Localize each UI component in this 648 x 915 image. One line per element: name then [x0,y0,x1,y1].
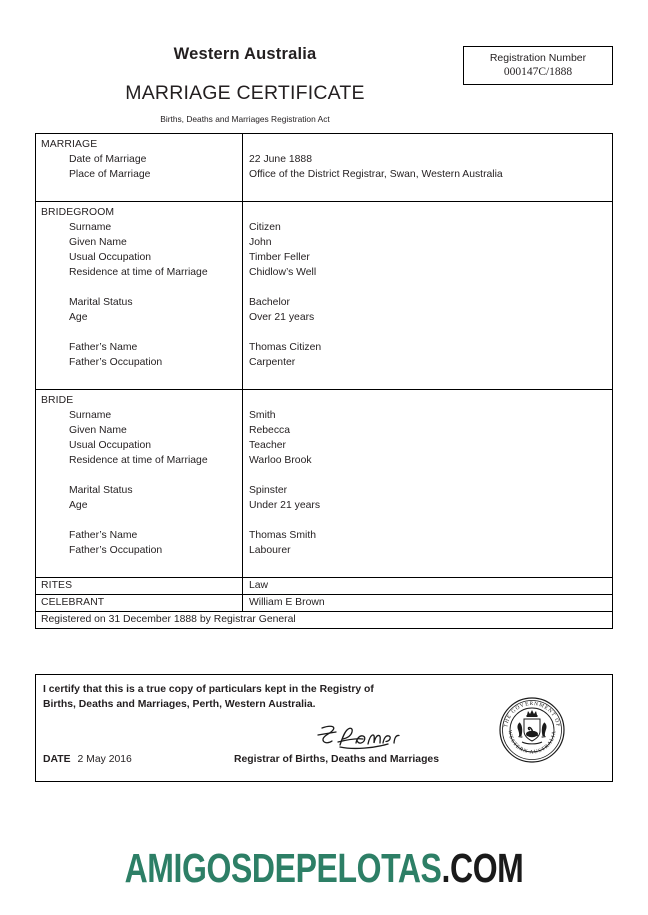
row-label: Father’s Name [69,342,138,353]
certification-line-1: I certify that this is a true copy of particulars kept in the Registry of [43,684,374,695]
celebrant-label: CELEBRANT [41,597,105,608]
site-watermark [71,845,576,891]
row-value: Spinster [249,485,288,496]
rites-label: RITES [41,580,73,591]
table-row [36,265,612,280]
row-label: Given Name [69,237,127,248]
table-row [36,528,612,543]
watermark-main-text: AMIGOSDEPELOTAS [124,845,442,891]
spacer-row [36,280,612,295]
table-row [36,295,612,310]
section-bridegroom-heading: BRIDEGROOM [41,207,115,218]
row-value: Bachelor [249,297,291,308]
registrar-title: Registrar of Births, Deaths and Marriages [234,754,439,765]
table-row [36,438,612,453]
page-title: MARRIAGE CERTIFICATE [125,82,365,104]
rites-value: Law [249,580,269,591]
row-label: Place of Marriage [69,169,151,180]
spacer-row [36,370,612,385]
date-label: DATE [43,754,71,765]
spacer-row [36,325,612,340]
row-value: Carpenter [249,357,296,368]
row-value: Thomas Citizen [249,342,322,353]
table-row [36,310,612,325]
government-seal-icon [497,695,567,765]
certificate-table [35,133,613,629]
section-bridegroom [36,202,612,390]
svg-text:THE GOVERNMENT OF: THE GOVERNMENT OF [503,700,561,729]
table-row [36,340,612,355]
table-row [36,543,612,558]
section-bride [36,390,612,578]
row-label: Residence at time of Marriage [69,267,208,278]
section-bride-heading: BRIDE [41,395,74,406]
certification-line-2: Births, Deaths and Marriages, Perth, Western Australia. [43,699,316,710]
svg-text:WESTERN AUSTRALIA: WESTERN AUSTRALIA [506,729,558,756]
row-value: Labourer [249,545,291,556]
row-label: Marital Status [69,297,133,308]
row-value: Timber Feller [249,252,310,263]
state-name: Western Australia [173,45,317,63]
row-label: Father’s Occupation [69,545,163,556]
table-row [36,152,612,167]
spacer-row [36,513,612,528]
celebrant-value: William E Brown [249,597,325,608]
table-row [36,453,612,468]
row-label: Usual Occupation [69,440,152,451]
watermark-tld-text: .COM [441,845,524,891]
row-label: Father’s Occupation [69,357,163,368]
row-value: Chidlow’s Well [249,267,317,278]
row-value: Smith [249,410,276,421]
row-value: 22 June 1888 [249,154,312,165]
table-row [36,423,612,438]
table-row [36,167,612,182]
table-row [36,408,612,423]
table-row [36,250,612,265]
registrar-signature [316,723,406,751]
row-registered: Registered on 31 December 1888 by Registrar General [41,614,296,625]
row-value: Thomas Smith [249,530,316,541]
table-row [36,498,612,513]
table-row [36,483,612,498]
row-label: Given Name [69,425,127,436]
section-marriage-rows [36,152,612,201]
table-row [36,220,612,235]
row-label: Surname [69,222,112,233]
registration-number-box [463,46,613,85]
row-label: Usual Occupation [69,252,152,263]
row-label: Age [69,312,88,323]
section-bridegroom-rows [36,220,612,389]
row-label: Date of Marriage [69,154,147,165]
row-value: Citizen [249,222,281,233]
row-celebrant [36,595,612,612]
row-label: Marital Status [69,485,133,496]
spacer-row [36,558,612,573]
section-bride-rows [36,408,612,577]
row-value: Rebecca [249,425,291,436]
registration-number-value: 000147C/1888 [503,66,573,78]
spacer-row [36,468,612,483]
table-row [36,355,612,370]
row-label: Age [69,500,88,511]
act-subtitle: Births, Deaths and Marriages Registration Act [160,114,330,124]
row-value: Warloo Brook [249,455,312,466]
certification-statement [43,682,473,712]
row-value: Office of the District Registrar, Swan, Western Australia [249,169,503,180]
row-value: Teacher [249,440,286,451]
row-label: Father’s Name [69,530,138,541]
registration-number-label: Registration Number [489,52,587,64]
row-label: Residence at time of Marriage [69,455,208,466]
row-label: Surname [69,410,112,421]
section-marriage [36,134,612,202]
title-block [35,44,455,125]
row-value: Under 21 years [249,500,321,511]
row-value: John [249,237,272,248]
date-value: 2 May 2016 [77,754,132,765]
section-marriage-heading: MARRIAGE [41,139,98,150]
row-value: Over 21 years [249,312,315,323]
table-row [36,235,612,250]
row-rites [36,578,612,595]
spacer-row [36,182,612,197]
certification-date [43,754,132,765]
